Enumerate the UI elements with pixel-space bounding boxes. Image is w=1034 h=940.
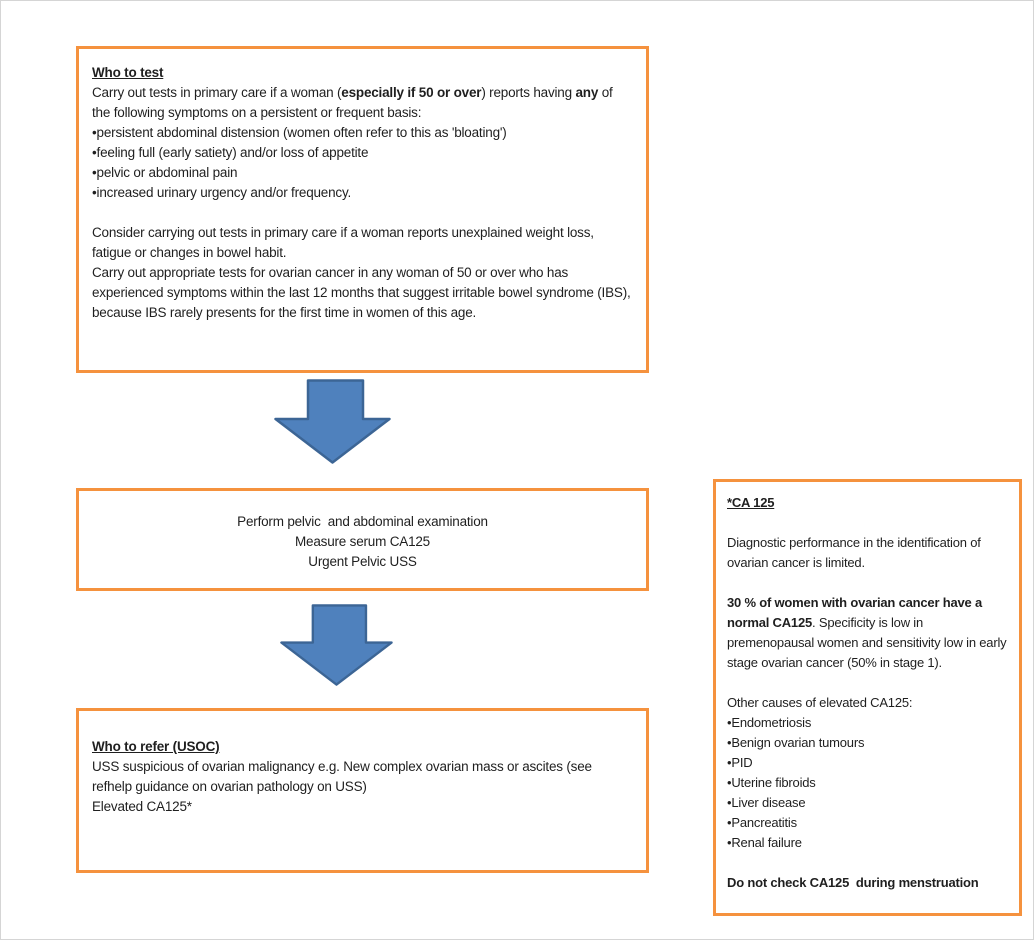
criterion-item: Elevated CA125* (92, 799, 192, 814)
examination-line: Measure serum CA125 (294, 534, 430, 549)
cause-item: • PID (727, 753, 1008, 773)
normal-ca125-paragraph (727, 593, 1008, 673)
symptom-item: • persistent abdominal distension (women often refer to this as 'bloating') (92, 123, 633, 143)
who-to-refer-box (76, 708, 649, 873)
menstruation-warning: Do not check CA125 during menstruation (727, 875, 979, 890)
symptom-item: • pelvic or abdominal pain (92, 163, 633, 183)
down-arrow-icon (274, 379, 391, 464)
criterion-item: USS suspicious of ovarian malignancy e.g. New complex ovarian mass or ascites (see refhelp guidance on ovarian pathology on USS) (92, 759, 592, 794)
down-arrow-icon (280, 603, 393, 687)
symptom-item: • feeling full (early satiety) and/or loss of appetite (92, 143, 633, 163)
ca125-note-title: *CA 125 (727, 495, 775, 510)
examination-box (76, 488, 649, 591)
who-to-test-intro (92, 83, 633, 123)
ibs-paragraph: Carry out appropriate tests for ovarian cancer in any woman of 50 or over who has experienced symptoms within the last 12 months that suggest irritable bowel syndrome (IBS), because IBS rarely presents for the first time in women of this age. (92, 265, 631, 320)
text-segment: ) reports having (481, 85, 576, 100)
cause-item: • Endometriosis (727, 713, 1008, 733)
symptom-item: • increased urinary urgency and/or frequency. (92, 183, 633, 203)
ca125-note-box (713, 479, 1022, 916)
text-segment: of the following symptoms on a persistent or frequent basis: (92, 85, 613, 120)
cause-item: • Liver disease (727, 793, 1008, 813)
cause-item: • Uterine fibroids (727, 773, 1008, 793)
text-segment: any (575, 85, 599, 100)
consider-tests-paragraph: Consider carrying out tests in primary care if a woman reports unexplained weight loss, fatigue or changes in bowel habit. (92, 225, 594, 260)
cause-item: • Renal failure (727, 833, 1008, 853)
other-causes-list (727, 713, 1008, 853)
examination-lines (79, 512, 646, 572)
referral-criteria-list (92, 757, 633, 817)
who-to-test-title: Who to test (92, 65, 164, 80)
text-segment: Carry out tests in primary care if a woman ( (92, 85, 342, 100)
examination-line: Perform pelvic and abdominal examination (237, 514, 488, 529)
cause-item: • Benign ovarian tumours (727, 733, 1008, 753)
who-to-test-box (76, 46, 649, 373)
cause-item: • Pancreatitis (727, 813, 1008, 833)
text-segment: especially if 50 or over (341, 85, 482, 100)
who-to-refer-title: Who to refer (USOC) (92, 739, 220, 754)
diagnostic-performance-paragraph: Diagnostic performance in the identification of ovarian cancer is limited. (727, 535, 981, 570)
text-segment: . Specificity is low in premenopausal women and sensitivity low in early stage ovarian cancer (50% in stage 1). (727, 615, 1007, 670)
examination-line: Urgent Pelvic USS (308, 554, 417, 569)
text-segment: 30 % of women with ovarian cancer have a normal CA125 (727, 595, 982, 630)
other-causes-label: Other causes of elevated CA125: (727, 695, 913, 710)
symptoms-list (92, 123, 633, 203)
